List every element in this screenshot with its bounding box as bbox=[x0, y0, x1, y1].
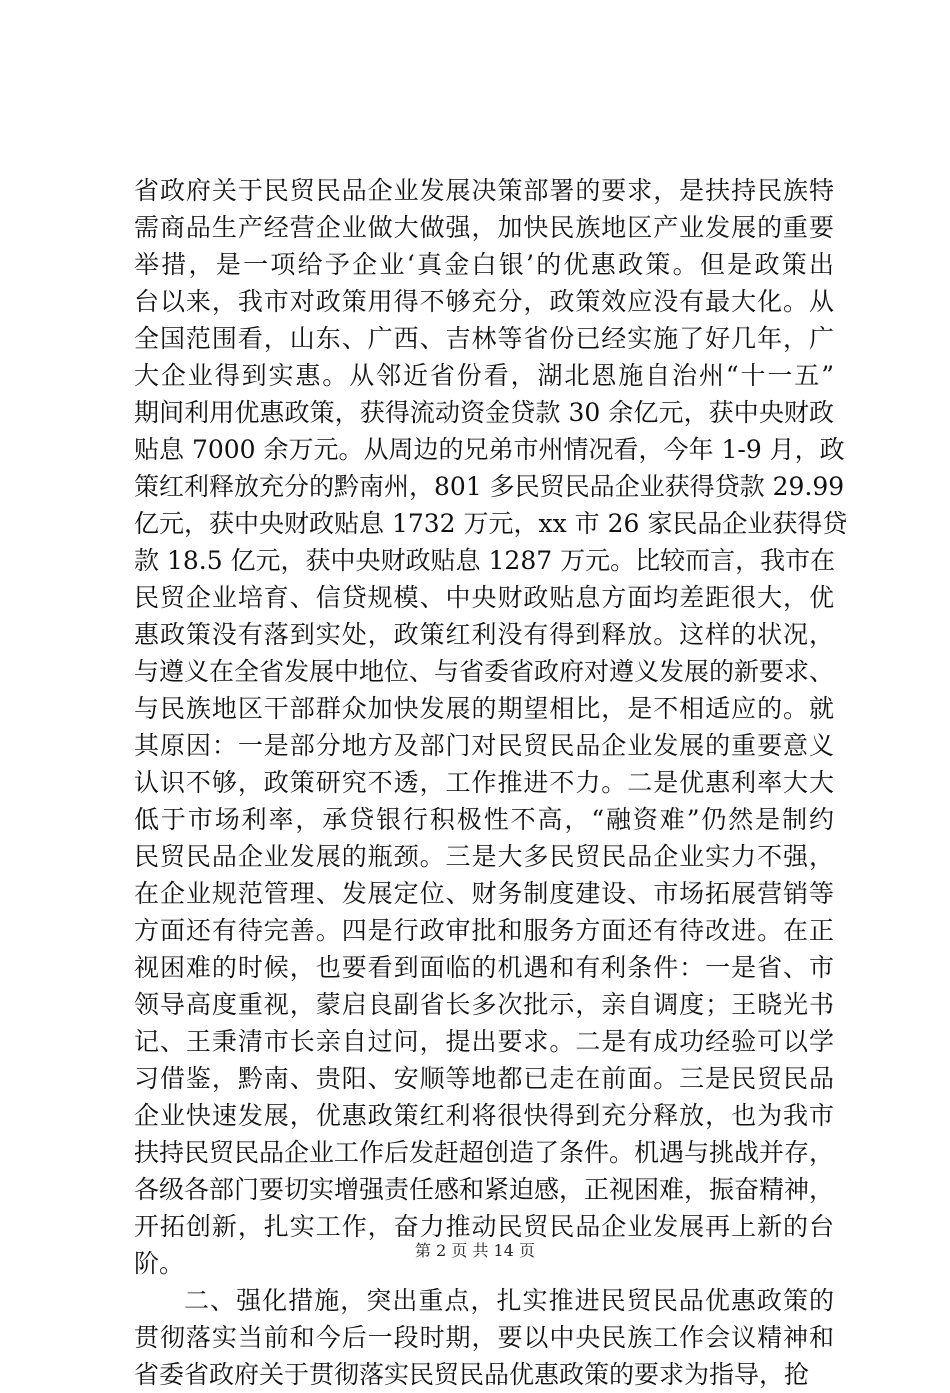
text-line: 其原因：一是部分地方及部门对民贸民品企业发展的重要意义 bbox=[134, 731, 834, 760]
text-line: 记、王秉清市长亲自过问，提出要求。二是有成功经验可以学 bbox=[134, 1027, 834, 1056]
text-line: 低于市场利率，承贷银行积极性不高，“融资难”仍然是制约 bbox=[134, 805, 834, 834]
text-line: 认识不够，政策研究不透，工作推进不力。二是优惠利率大大 bbox=[134, 768, 834, 797]
text-line: 与民族地区干部群众加快发展的期望相比，是不相适应的。就 bbox=[134, 694, 834, 723]
text-line: 扶持民贸民品企业工作后发赶超创造了条件。机遇与挑战并存， bbox=[134, 1138, 835, 1167]
text-line: 与遵义在全省发展中地位、与省委省政府对遵义发展的新要求、 bbox=[134, 657, 835, 686]
text-line: 二、强化措施，突出重点，扎实推进民贸民品优惠政策的 bbox=[184, 1286, 834, 1315]
text-line: 民贸企业培育、信贷规模、中央财政贴息方面均差距很大，优 bbox=[134, 583, 834, 612]
text-line: 习借鉴，黔南、贵阳、安顺等地都已走在前面。三是民贸民品 bbox=[134, 1064, 834, 1093]
paragraph bbox=[134, 1282, 834, 1393]
text-line: 台以来，我市对政策用得不够充分，政策效应没有最大化。从 bbox=[134, 287, 834, 316]
text-line: 省政府关于民贸民品企业发展决策部署的要求，是扶持民族特 bbox=[134, 176, 834, 205]
text-line: 亿元，获中央财政贴息 1732 万元，xx 市 26 家民品企业获得贷 bbox=[134, 509, 848, 538]
text-line: 举措，是一项给予企业‘真金白银’的优惠政策。但是政策出 bbox=[134, 250, 834, 279]
text-line: 需商品生产经营企业做大做强，加快民族地区产业发展的重要 bbox=[134, 213, 834, 242]
text-line: 阶。 bbox=[134, 1249, 185, 1278]
page-number-footer: 第 2 页 共 14 页 bbox=[415, 1241, 535, 1260]
text-line: 领导高度重视，蒙启良副省长多次批示，亲自调度；王晓光书 bbox=[134, 990, 834, 1019]
text-line: 企业快速发展，优惠政策红利将很快得到充分释放，也为我市 bbox=[134, 1101, 834, 1130]
text-line: 开拓创新，扎实工作，奋力推动民贸民品企业发展再上新的台 bbox=[134, 1212, 834, 1241]
text-line: 款 18.5 亿元，获中央财政贴息 1287 万元。比较而言，我市在 bbox=[134, 546, 836, 575]
text-line: 视困难的时候，也要看到面临的机遇和有利条件：一是省、市 bbox=[134, 953, 834, 982]
text-line: 贯彻落实当前和今后一段时期，要以中央民族工作会议精神和 bbox=[134, 1323, 834, 1352]
text-line: 贴息 7000 余万元。从周边的兄弟市州情况看，今年 1-9 月，政 bbox=[134, 435, 845, 464]
text-line: 期间利用优惠政策，获得流动资金贷款 30 余亿元，获中央财政 bbox=[134, 398, 834, 427]
text-line: 民贸民品企业发展的瓶颈。三是大多民贸民品企业实力不强， bbox=[134, 842, 834, 871]
paragraph bbox=[134, 172, 848, 1282]
text-line: 全国范围看，山东、广西、吉林等省份已经实施了好几年，广 bbox=[134, 324, 834, 353]
text-line: 省委省政府关于贯彻落实民贸民品优惠政策的要求为指导，抢 bbox=[134, 1360, 810, 1389]
text-line: 惠政策没有落到实处，政策红利没有得到释放。这样的状况， bbox=[134, 620, 834, 649]
text-line: 在企业规范管理、发展定位、财务制度建设、市场拓展营销等 bbox=[134, 879, 834, 908]
text-line: 大企业得到实惠。从邻近省份看，湖北恩施自治州“十一五” bbox=[134, 361, 834, 390]
text-line: 策红利释放充分的黔南州，801 多民贸民品企业获得贷款 29.99 bbox=[134, 472, 845, 501]
document-body bbox=[134, 172, 848, 1393]
text-line: 各级各部门要切实增强责任感和紧迫感，正视困难，振奋精神， bbox=[134, 1175, 835, 1204]
text-line: 方面还有待完善。四是行政审批和服务方面还有待改进。在正 bbox=[134, 916, 834, 945]
